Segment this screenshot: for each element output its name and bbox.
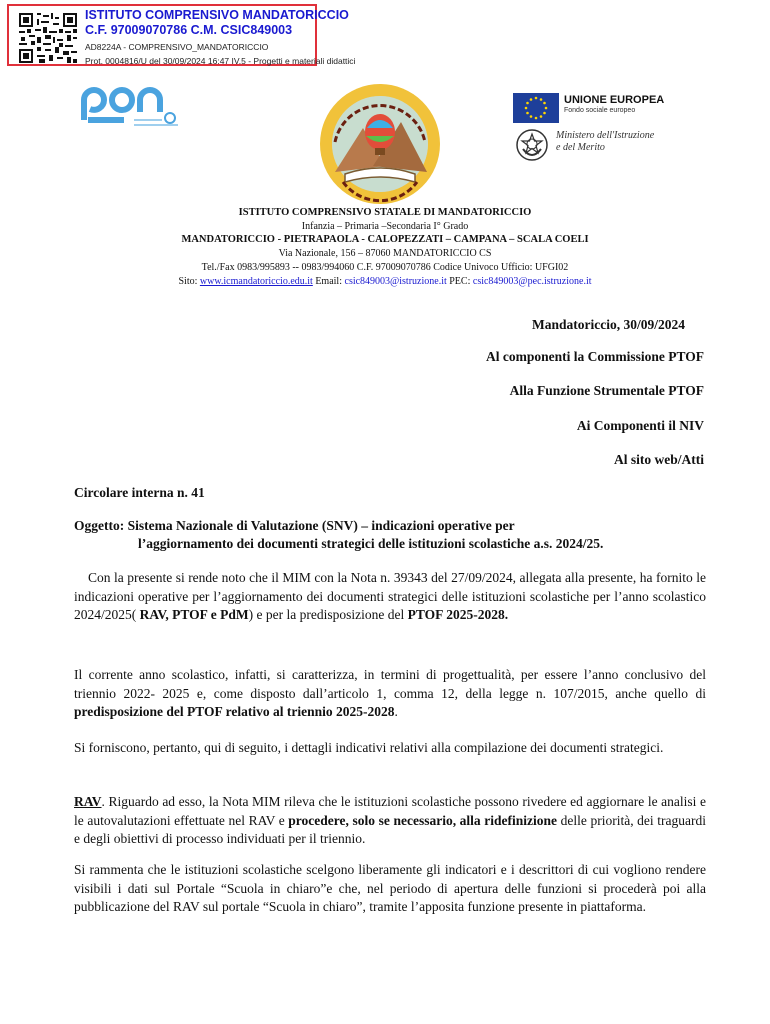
- school-towns: MANDATORICCIO - PIETRAPAOLA - CALOPEZZATI – CAMPANA – SCALA COELI: [181, 234, 589, 245]
- school-logo-icon: [315, 82, 445, 207]
- ministry-name: [556, 130, 654, 154]
- pon-logo-icon: [78, 86, 186, 130]
- recipient: Al sito web/Atti: [614, 452, 704, 467]
- eu-title: UNIONE EUROPEA: [564, 94, 665, 106]
- text-run: ) e per la predisposizione del: [248, 607, 408, 622]
- paragraph-context: [74, 666, 706, 722]
- place-date: Mandatoriccio, 30/09/2024: [532, 317, 685, 332]
- stamp-school-name: ISTITUTO COMPRENSIVO MANDATORICCIO: [85, 8, 349, 22]
- paragraph-portal: Si rammenta che le istituzioni scolastiche scelgono liberamente gli indicatori e i descrittori di cui vogliono rendere visibili i dati sul Portale “Scuola in chiaro”e che, nel periodo di apertura delle funzioni si procederà poi alla pubblicazione del RAV sul portale “Scuola in chiaro”, tramite l’apposita funzione presente in piattaforma.: [74, 862, 706, 914]
- subject-line1: Oggetto: Sistema Nazionale di Valutazione (SNV) – indicazioni operative per: [74, 518, 515, 533]
- subject: [74, 517, 603, 553]
- paragraph-rav: [74, 793, 706, 849]
- text-bold: PTOF 2025-2028.: [407, 607, 509, 622]
- eu-subtitle: Fondo sociale europeo: [564, 107, 636, 114]
- stamp-registry: AD8224A - COMPRENSIVO_MANDATORICCIO: [85, 42, 269, 52]
- paragraph-intro: [74, 569, 706, 625]
- subject-line2: l’aggiornamento dei documenti strategici delle istituzioni scolastiche a.s. 2024/25.: [138, 536, 604, 551]
- site-link[interactable]: www.icmandatoriccio.edu.it: [199, 276, 313, 287]
- protocol-stamp: [7, 4, 356, 66]
- text-run: delle priorità, dei traguardi e degli obiettivi di processo individuati per il triennio.: [74, 812, 706, 846]
- text-bold: RAV, PTOF e PdM: [139, 607, 249, 622]
- qr-code-icon: [19, 13, 77, 63]
- school-address: Via Nazionale, 156 – 87060 MANDATORICCIO CS: [278, 248, 492, 259]
- italian-emblem-icon: [515, 127, 549, 163]
- school-contacts: [0, 276, 770, 287]
- eu-flag-icon: [513, 93, 559, 123]
- text-bold-underline: RAV: [74, 794, 102, 809]
- stamp-protocol: Prot. 0004816/U del 30/09/2024 16:47 IV.5 - Progetti e materiali didattici: [85, 56, 356, 66]
- stamp-text: [85, 8, 355, 67]
- recipient: Alla Funzione Strumentale PTOF: [509, 383, 704, 398]
- ministry-line2: e del Merito: [556, 142, 605, 153]
- email-link[interactable]: csic849003@istruzione.it: [344, 276, 447, 287]
- text-bold: predisposizione del PTOF relativo al triennio 2025-2028: [74, 704, 395, 719]
- circular-number: Circolare interna n. 41: [74, 485, 205, 500]
- site-label: Sito:: [178, 276, 200, 287]
- paragraph-details: Si forniscono, pertanto, qui di seguito, i dettagli indicativi relativi alla compilazione dei documenti strategici.: [74, 740, 664, 755]
- text-run: Con la presente si rende noto che il MIM con la Nota n. 39343 del 27/09/2024, allegata alla presente, ha fornito le indicazioni operative per l’aggiornamento dei documenti strategici delle istituzioni scolastiche per l’anno scolastico 2024/2025(: [74, 570, 706, 622]
- text-run: .: [394, 704, 398, 719]
- pec-label: PEC:: [446, 276, 473, 287]
- stamp-codes: C.F. 97009070786 C.M. CSIC849003: [85, 23, 293, 37]
- text-run: . Riguardo ad esso, la Nota MIM rileva che le istituzioni scolastiche possono rivedere ed aggiornare le analisi e le autovalutazioni effettuate nel RAV e: [74, 794, 706, 828]
- school-name: ISTITUTO COMPRENSIVO STATALE DI MANDATORICCIO: [238, 207, 532, 218]
- school-phone: Tel./Fax 0983/995893 -- 0983/994060 C.F. 97009070786 Codice Univoco Ufficio: UFGI02: [201, 262, 569, 273]
- recipient: Ai Componenti il NIV: [576, 418, 704, 433]
- email-label: Email:: [312, 276, 345, 287]
- text-bold: procedere, solo se necessario, alla ridefinizione: [288, 812, 558, 828]
- school-levels: Infanzia – Primaria –Secondaria I° Grado: [301, 221, 469, 232]
- pec-link[interactable]: csic849003@pec.istruzione.it: [472, 276, 592, 287]
- recipient: Al componenti la Commissione PTOF: [485, 349, 704, 364]
- text-run: Il corrente anno scolastico, infatti, si caratterizza, in termini di progettualità, per essere l’anno conclusivo del triennio 2022- 2025 e, come disposto dall’articolo 1, comma 12, della legge n. 107/2015, anche quello di: [74, 667, 706, 701]
- ministry-line1: Ministero dell'Istruzione: [556, 130, 655, 141]
